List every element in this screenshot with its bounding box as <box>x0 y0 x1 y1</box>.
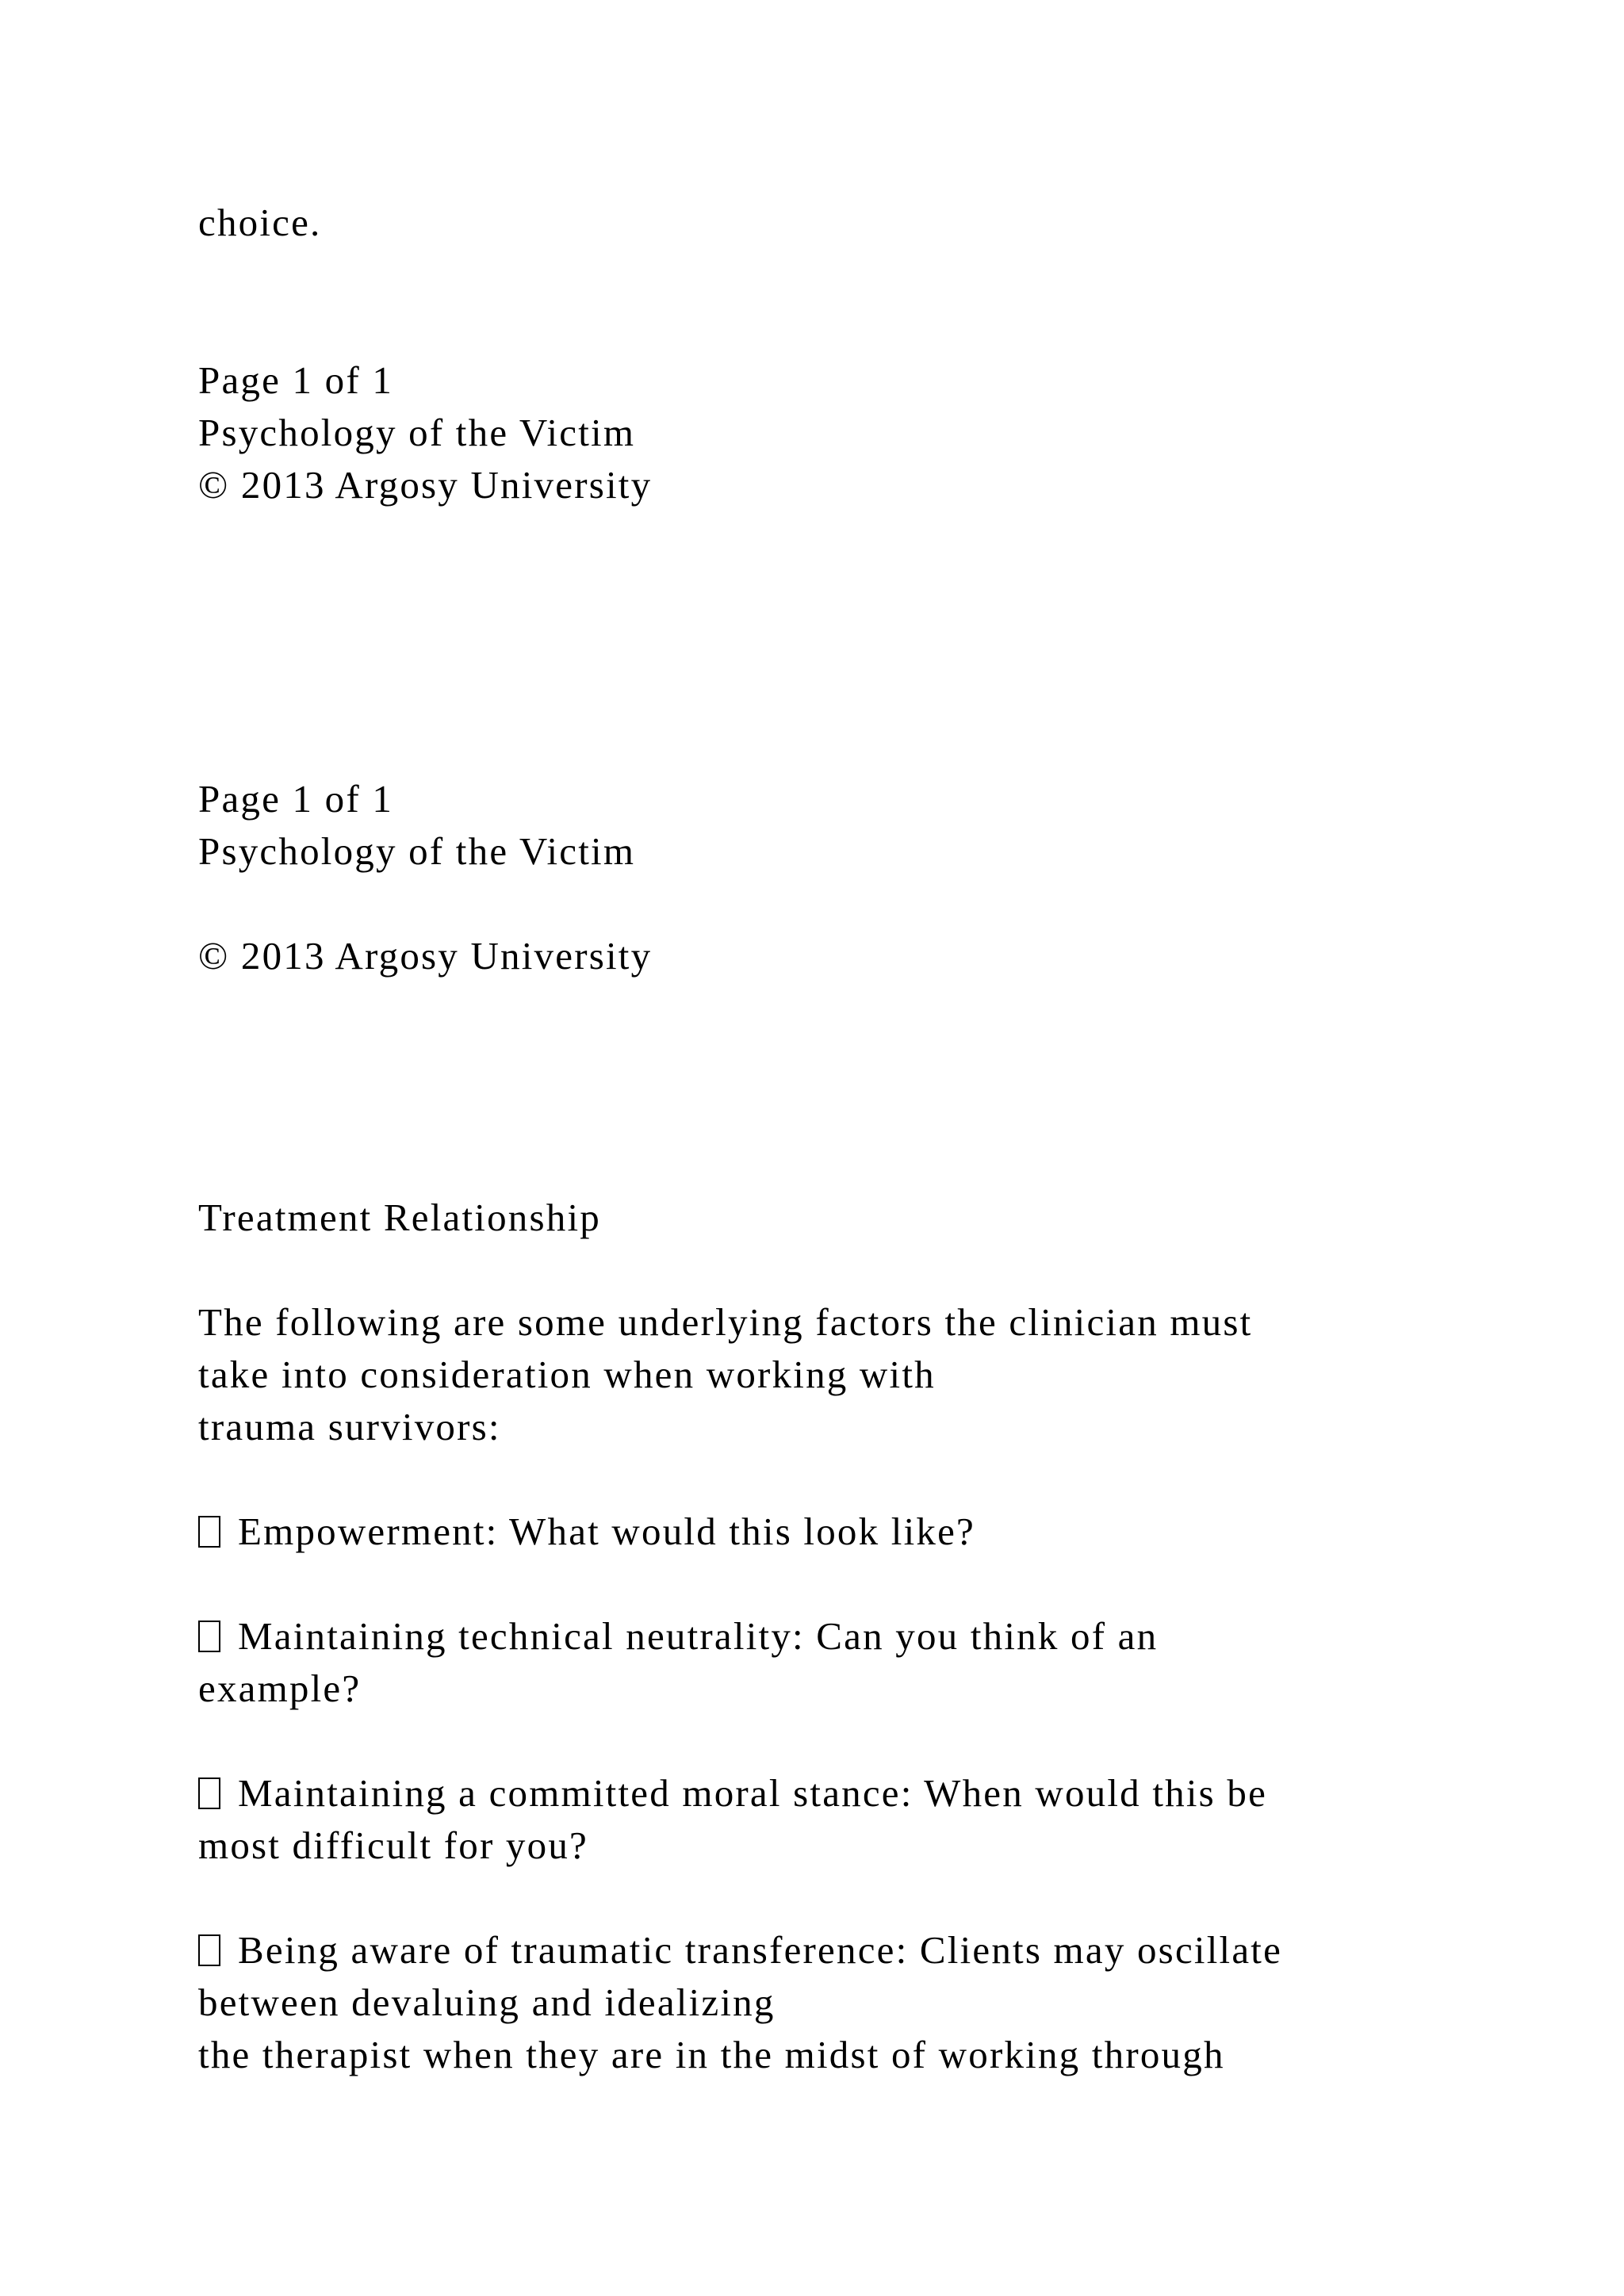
bullet-text: Maintaining a committed moral stance: When would this be <box>238 1771 1268 1815</box>
bullet-text: the therapist when they are in the midst of working through <box>198 2033 1225 2076</box>
page-number: Page 1 of 1 <box>198 777 394 821</box>
bullet-text: example? <box>198 1667 362 1710</box>
copyright-notice: © 2013 Argosy University <box>198 463 653 507</box>
missing-glyph-bullet-icon <box>198 1934 220 1966</box>
page-number: Page 1 of 1 <box>198 358 394 402</box>
intro-line: take into consideration when working with <box>198 1353 936 1396</box>
text-fragment-choice: choice. <box>198 201 322 244</box>
section-title: Treatment Relationship <box>198 1196 601 1239</box>
missing-glyph-bullet-icon <box>198 1516 220 1548</box>
bullet-text: between devaluing and idealizing <box>198 1980 776 2024</box>
copyright-notice: © 2013 Argosy University <box>198 934 653 978</box>
intro-line: The following are some underlying factors the clinician must <box>198 1300 1253 1344</box>
bullet-text: Maintaining technical neutrality: Can you think of an <box>238 1614 1159 1658</box>
bullet-text: most difficult for you? <box>198 1823 588 1867</box>
missing-glyph-bullet-icon <box>198 1621 220 1652</box>
missing-glyph-bullet-icon <box>198 1777 220 1809</box>
bullet-text: Being aware of traumatic transference: Clients may oscillate <box>238 1928 1283 1972</box>
intro-line: trauma survivors: <box>198 1405 501 1448</box>
course-name: Psychology of the Victim <box>198 411 636 454</box>
course-name: Psychology of the Victim <box>198 829 636 873</box>
bullet-text: Empowerment: What would this look like? <box>238 1510 975 1553</box>
